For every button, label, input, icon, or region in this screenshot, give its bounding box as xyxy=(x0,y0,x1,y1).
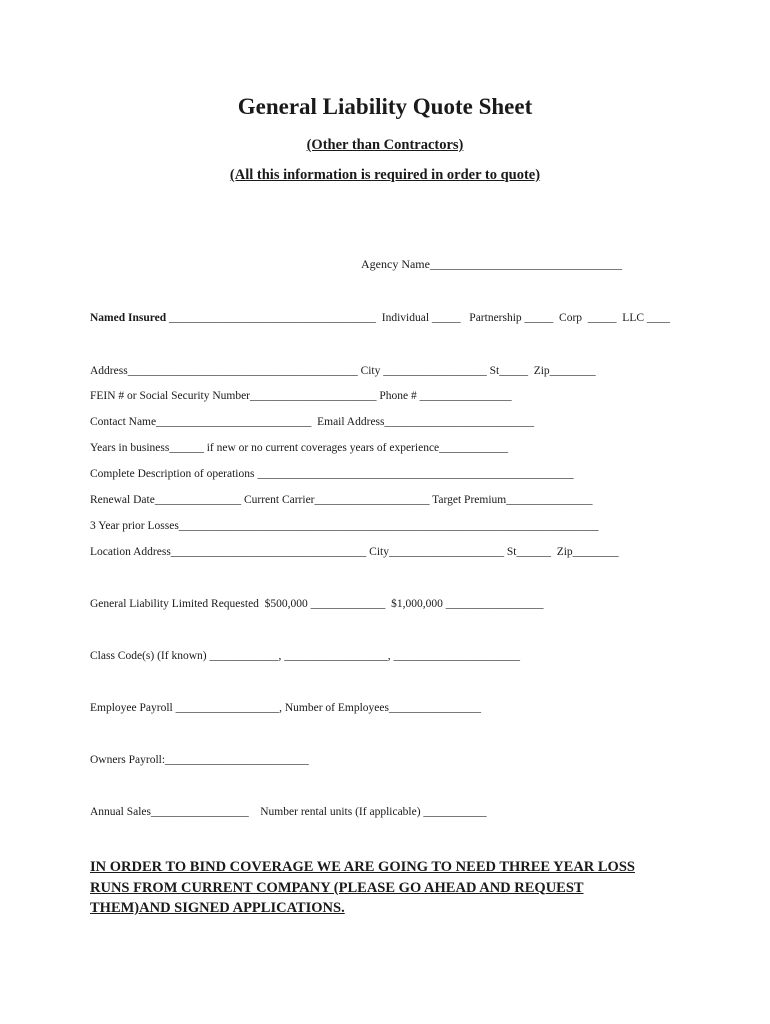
employee-payroll-row[interactable]: Employee Payroll __________________, Number of Employees________________ xyxy=(90,702,481,714)
owners-payroll-row[interactable]: Owners Payroll:_________________________ xyxy=(90,754,309,766)
named-insured-fields[interactable]: ____________________________________ Individual _____ Partnership _____ Corp _____ LLC ____ xyxy=(166,312,670,324)
fein-row[interactable]: FEIN # or Social Security Number______________________ Phone # ________________ xyxy=(90,390,512,402)
renewal-row[interactable]: Renewal Date_______________ Current Carrier____________________ Target Premium_______________ xyxy=(90,494,593,506)
prior-losses-row[interactable]: 3 Year prior Losses_________________________________________________________________________ xyxy=(90,520,599,532)
agency-name-field[interactable]: Agency Name________________________________ xyxy=(361,257,622,271)
description-row[interactable]: Complete Description of operations _______________________________________________________ xyxy=(90,468,574,480)
class-codes-row[interactable]: Class Code(s) (If known) ____________, __________________, ______________________ xyxy=(90,650,520,662)
notice-line-1: IN ORDER TO BIND COVERAGE WE ARE GOING TO NEED THREE YEAR LOSS xyxy=(90,859,635,875)
named-insured-row[interactable] xyxy=(90,311,670,325)
gl-limit-row[interactable]: General Liability Limited Requested $500,000 _____________ $1,000,000 _________________ xyxy=(90,598,544,610)
bind-coverage-notice xyxy=(90,857,700,919)
contact-row[interactable]: Contact Name___________________________ Email Address__________________________ xyxy=(90,416,534,428)
annual-sales-row[interactable]: Annual Sales_________________ Number rental units (If applicable) ___________ xyxy=(90,806,487,818)
subtitle-required-info: (All this information is required in order to quote) xyxy=(229,167,541,183)
named-insured-label: Named Insured xyxy=(90,312,167,324)
years-in-business-row[interactable]: Years in business______ if new or no current coverages years of experience____________ xyxy=(90,442,509,454)
notice-line-2: RUNS FROM CURRENT COMPANY (PLEASE GO AHEAD AND REQUEST xyxy=(90,879,584,896)
location-address-row[interactable]: Location Address__________________________________ City____________________ St______ Zip________ xyxy=(90,546,619,558)
address-row[interactable]: Address________________________________________ City __________________ St_____ Zip________ xyxy=(90,365,596,377)
subtitle-other-than-contractors: (Other than Contractors) xyxy=(306,137,464,153)
notice-line-3: THEM)AND SIGNED APPLICATIONS. xyxy=(90,900,345,916)
page-title: General Liability Quote Sheet xyxy=(237,94,533,119)
